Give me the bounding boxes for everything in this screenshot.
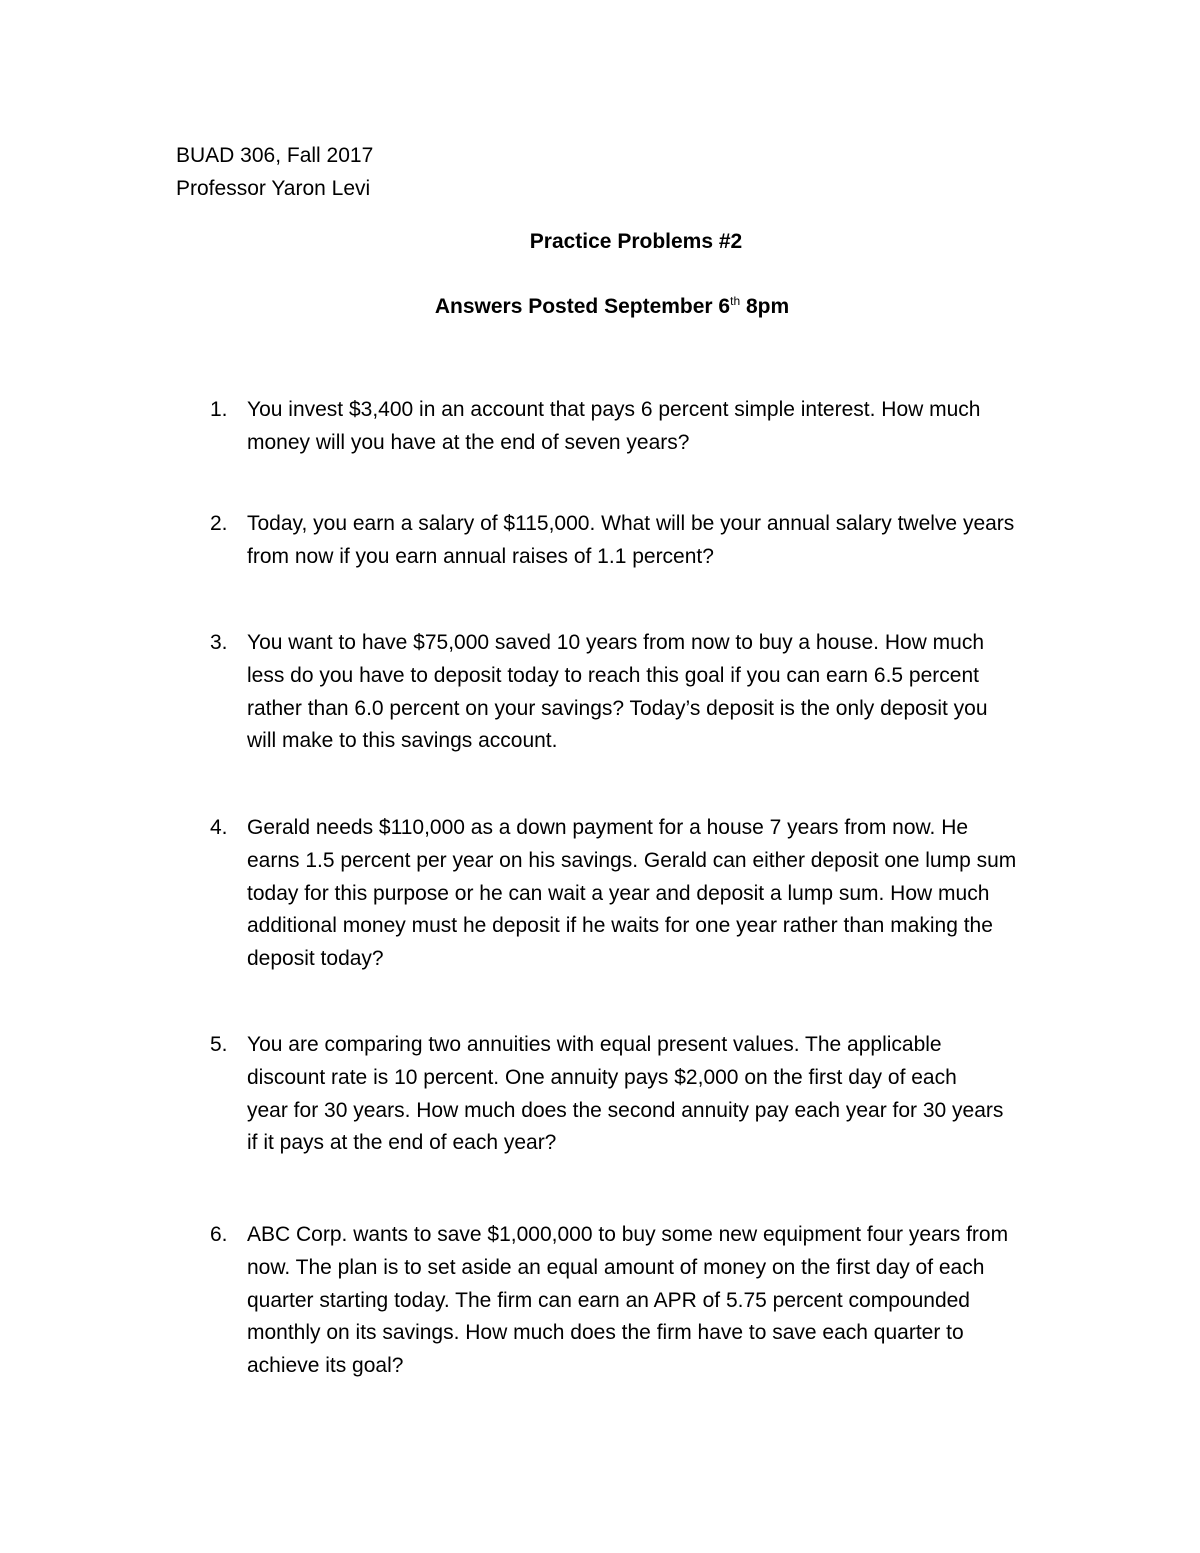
problem-number: 2.	[210, 512, 228, 535]
answers-posted-suffix: 8pm	[740, 295, 790, 318]
problem-number: 5.	[210, 1033, 228, 1056]
problem-5	[210, 1029, 1040, 1160]
problem-text: You invest $3,400 in an account that pays 6 percent simple interest. How much money will you have at the end of seven years?	[247, 398, 981, 454]
problem-1	[210, 394, 1040, 460]
problem-4	[210, 812, 1040, 976]
problem-text: ABC Corp. wants to save $1,000,000 to buy some new equipment four years from now. The plan is to set aside an equal amount of money on the first day of each quarter starting today. The firm can earn an APR of 5.75 percent compounded monthly on its savings. How much does the firm have to save each quarter to achieve its goal?	[247, 1223, 1009, 1378]
problem-text: Gerald needs $110,000 as a down payment for a house 7 years from now. He earns 1.5 percent per year on his savings. Gerald can either deposit one lump sum today for this purpose or he can wait a year and deposit a lump sum. How much additional money must he deposit if he waits for one year rather than making the deposit today?	[247, 816, 1017, 971]
page-title: Practice Problems #2	[529, 230, 743, 253]
problem-text: Today, you earn a salary of $115,000. What will be your annual salary twelve years from now if you earn annual raises of 1.1 percent?	[247, 512, 1015, 568]
ordinal-superscript: th	[730, 294, 741, 308]
problem-number: 4.	[210, 816, 228, 839]
problem-3	[210, 627, 1040, 758]
problem-number: 6.	[210, 1223, 228, 1246]
professor-line: Professor Yaron Levi	[176, 177, 371, 200]
problem-number: 1.	[210, 398, 228, 421]
problem-text: You are comparing two annuities with equal present values. The applicable discount rate is 10 percent. One annuity pays $2,000 on the first day of each year for 30 years. How much does the second annuity pay each year for 30 years if it pays at the end of each year?	[247, 1033, 1004, 1155]
course-line: BUAD 306, Fall 2017	[176, 144, 374, 167]
problem-2	[210, 508, 1040, 574]
answers-posted-prefix: Answers Posted September 6	[434, 295, 731, 318]
problem-text: You want to have $75,000 saved 10 years from now to buy a house. How much less do you have to deposit today to reach this goal if you can earn 6.5 percent rather than 6.0 percent on your savings? Today’s deposit is the only deposit you will make to this savings account.	[247, 631, 988, 753]
answers-posted-heading	[12, 294, 1200, 320]
problem-number: 3.	[210, 631, 228, 654]
problem-6	[210, 1219, 1040, 1383]
